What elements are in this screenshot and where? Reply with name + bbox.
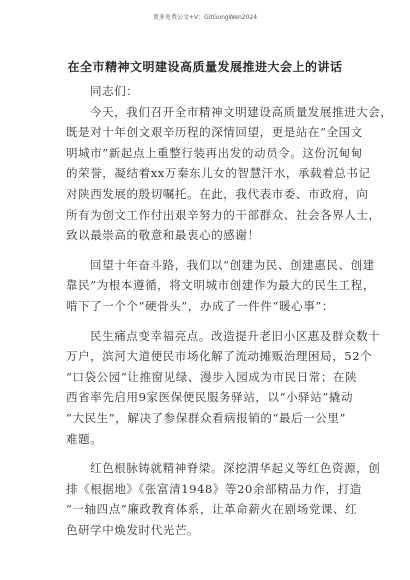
paragraph-2: [66, 255, 375, 317]
paragraph-line: 啃下了一个个“硬骨头”，办成了一件件“暖心事”：: [66, 298, 334, 313]
salutation: 同志们：: [90, 84, 139, 98]
header-note: 更多免费公文+V：GitGongWen2024: [152, 14, 258, 21]
paragraph-line: 致以最崇高的敬意和最衷心的感谢！: [66, 228, 260, 243]
paragraph-line: 靠民”为根本遵循，将文明城市创建作为最大的民生工程，: [66, 278, 375, 293]
paragraph-line: 对陕西发展的殷切嘱托。在此，我代表市委、市政府，向: [66, 186, 369, 201]
paragraph-line: 万户，滨河大道便民市场化解了流动摊贩治理困局，52个: [66, 349, 373, 364]
paragraph-line: 色研学中焕发时代光芒。: [66, 522, 200, 537]
paragraph-1: [66, 102, 393, 246]
paragraph-line: 所有为创文工作付出艰辛努力的干部群众、社会各界人士，: [66, 207, 381, 222]
paragraph-line: 回望十年奋斗路，我们以“创建为民、创建惠民、创建: [90, 257, 375, 272]
paragraph-line: “大民生”，解决了参保群众看病报销的“最后一公里”: [66, 410, 347, 425]
paragraph-3: [66, 326, 381, 450]
paragraph-line: “一轴四点”廉政教育体系，让革命薪火在剧场党课、红: [66, 502, 358, 517]
paragraph-line: 今天，我们召开全市精神文明建设高质量发展推进大会，: [90, 104, 393, 119]
paragraph-line: 明城市”新起点上重整行装再出发的动员令。这份沉甸甸: [66, 145, 363, 160]
paragraph-line: 红色根脉铸就精神脊梁。深挖渭华起义等红色资源，创: [90, 461, 381, 476]
paragraph-4: [66, 458, 381, 540]
speech-body: [66, 81, 393, 540]
paragraph-line: 西省率先启用9家医保便民服务驿站，以“小驿站”撬动: [66, 390, 354, 405]
paragraph-line: 既是对十年创文艰辛历程的深情回望，更是站在“全国文: [66, 125, 363, 140]
speech-title: 在全市精神文明建设高质量发展推进大会上的讲话: [67, 60, 343, 74]
paragraph-line: 排《根据地》《张富清1948》等20余部精品力作，打造: [66, 481, 362, 496]
paragraph-line: “口袋公园”让推窗见绿、漫步入园成为市民日常；在陕: [66, 369, 358, 384]
paragraph-line: 的荣誉，凝结着xx万秦东儿女的智慧汗水，承载着总书记: [66, 166, 371, 181]
paragraph-line: 难题。: [66, 431, 103, 446]
paragraph-line: 民生痛点变幸福亮点。改造提升老旧小区惠及群众数十: [90, 328, 381, 343]
